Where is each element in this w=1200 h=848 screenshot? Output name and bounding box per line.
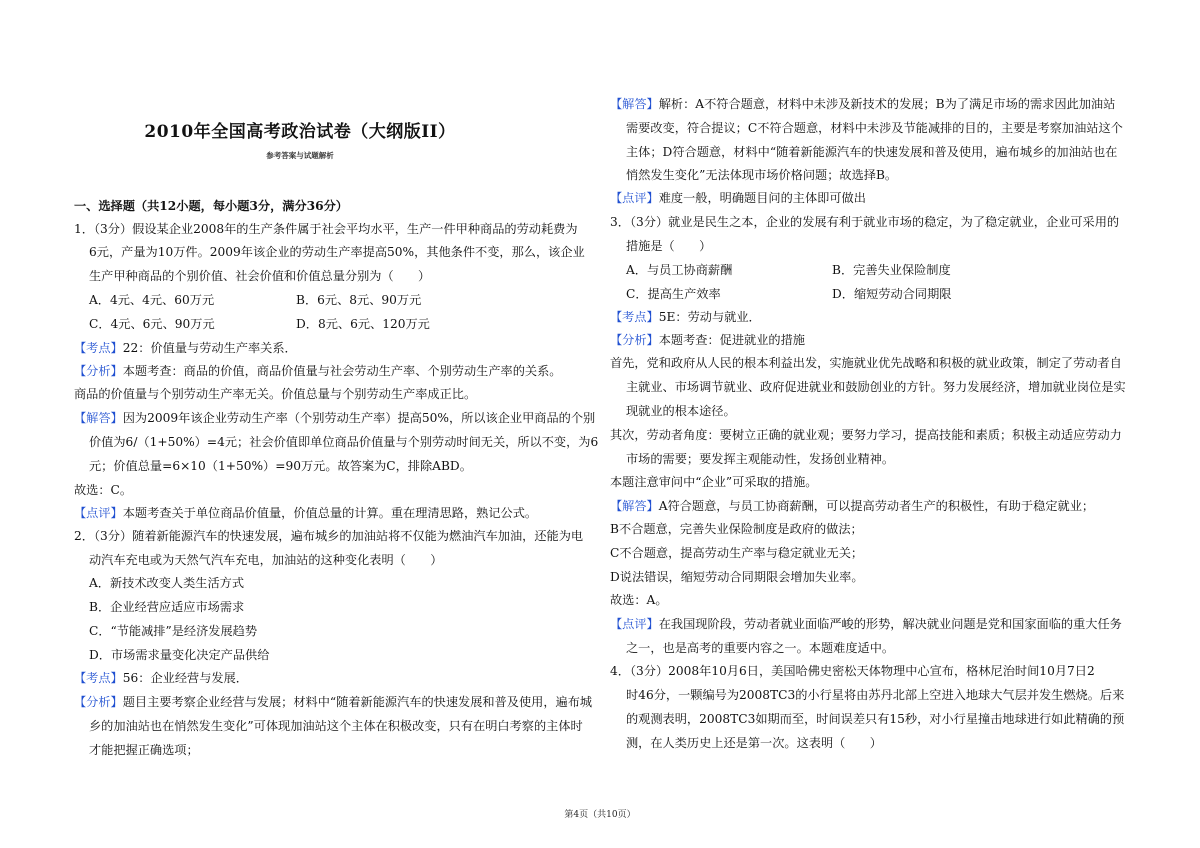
- q3-option-a: A．与员工协商薪酬: [626, 263, 733, 277]
- q2-dianping: [610, 190, 866, 206]
- kaodian-tag: 【考点】: [74, 341, 123, 355]
- fenxi-tag: 【分析】: [74, 364, 123, 378]
- kaodian-text: 56：企业经营与发展．: [122, 671, 248, 685]
- kaodian-tag: 【考点】: [74, 671, 123, 685]
- q1-jieda-line-3: 元；价值总量=6×10（1+50%）=90万元。故答案为C，排除ABD。: [89, 459, 472, 473]
- q1-stem-line-1: 1．（3分）假设某企业2008年的生产条件属于社会平均水平，生产一件甲种商品的劳动耗费为: [74, 222, 578, 236]
- q1-stem-line-3: 生产甲种商品的个别价值、社会价值和价值总量分别为（ ）: [89, 269, 431, 283]
- kaodian-tag: 【考点】: [610, 310, 659, 324]
- q3-para-line-5: 市场的需要；要发挥主观能动性，发扬创业精神。: [626, 452, 895, 466]
- dianping-tag: 【点评】: [610, 191, 659, 205]
- q2-fenxi-line-2: 乡的加油站也在悄然发生变化”可体现加油站这个主体在积极改变，只有在明白考察的主体时: [89, 719, 583, 733]
- q4-stem-line-3: 的观测表明，2008TC3如期而至，时间误差只有15秒，对小行星撞击地球进行如此精确的预: [626, 712, 1125, 726]
- q1-answer: 故选：C。: [74, 483, 133, 497]
- section-heading: 一、选择题（共12小题，每小题3分，满分36分）: [74, 199, 348, 213]
- q3-stem-line-2: 措施是（ ）: [626, 239, 712, 253]
- q3-jieda-line-3: C不合题意，提高劳动生产率与稳定就业无关；: [610, 546, 864, 560]
- q2-kaodian: [74, 670, 248, 686]
- dianping-text: 在我国现阶段，劳动者就业面临严峻的形势，解决就业问题是党和国家面临的重大任务: [658, 617, 1122, 631]
- q2-option-b: B．企业经营应适应市场需求: [89, 600, 245, 614]
- q2-jieda-line-3: 主体；D符合题意，材料中“随着新能源汽车的快速发展和普及使用，遍布城乡的加油站也在: [626, 145, 1118, 159]
- q3-option-c: C．提高生产效率: [626, 287, 721, 301]
- q3-stem-line-1: 3．（3分）就业是民生之本，企业的发展有利于就业市场的稳定，为了稳定就业，企业可采用的: [610, 215, 1120, 229]
- q3-fenxi: [610, 332, 805, 348]
- q2-stem-line-2: 动汽车充电或为天然气汽车充电，加油站的这种变化表明（ ）: [89, 553, 443, 567]
- q3-para-line-1: 首先，党和政府从人民的根本利益出发，实施就业优先战略和积极的就业政策，制定了劳动者自: [610, 356, 1122, 370]
- q2-option-c: C．“节能减排”是经济发展趋势: [89, 624, 258, 638]
- q1-kaodian: [74, 340, 297, 356]
- page-title: 2010年全国高考政治试卷（大纲版II）: [144, 122, 456, 142]
- fenxi-text: 本题考查：促进就业的措施: [658, 333, 805, 347]
- q1-option-d: D．8元、6元、120万元: [296, 317, 430, 331]
- jieda-tag: 【解答】: [610, 97, 659, 111]
- q3-para-line-6: 本题注意审问中“企业”可采取的措施。: [610, 475, 818, 489]
- q3-jieda-line-2: B不合题意，完善失业保险制度是政府的做法；: [610, 522, 863, 536]
- q3-answer: 故选：A。: [610, 593, 668, 607]
- q2-option-a: A．新技术改变人类生活方式: [89, 576, 245, 590]
- q4-stem-line-1: 4．（3分）2008年10月6日，美国哈佛史密松天体物理中心宣布，格林尼治时间10月7日2: [610, 664, 1095, 678]
- jieda-tag: 【解答】: [610, 499, 659, 513]
- q2-stem-line-1: 2．（3分）随着新能源汽车的快速发展，遍布城乡的加油站将不仅能为燃油汽车加油，还能为电: [74, 529, 584, 543]
- fenxi-text: 本题考查：商品的价值，商品价值量与社会劳动生产率、个别劳动生产率的关系。: [122, 364, 562, 378]
- dianping-tag: 【点评】: [610, 617, 659, 631]
- fenxi-tag: 【分析】: [74, 695, 123, 709]
- q3-dianping: [610, 616, 1122, 632]
- q3-jieda-line-4: D说法错误，缩短劳动合同期限会增加失业率。: [610, 570, 864, 584]
- q1-fenxi-line-2: 商品的价值量与个别劳动生产率无关。价值总量与个别劳动生产率成正比。: [74, 387, 477, 401]
- q1-jieda-line-2: 价值为6/（1+50%）=4元；社会价值即单位商品价值量与个别劳动时间无关，所以不变，为6: [89, 435, 599, 449]
- q3-option-d: D．缩短劳动合同期限: [832, 287, 952, 301]
- q3-para-line-3: 现就业的根本途径。: [626, 404, 736, 418]
- jieda-text: 因为2009年该企业劳动生产率（个别劳动生产率）提高50%，所以该企业甲商品的个别: [122, 411, 596, 425]
- q2-jieda: [610, 96, 1115, 112]
- jieda-text: A符合题意，与员工协商薪酬，可以提高劳动者生产的积极性，有助于稳定就业；: [658, 499, 1095, 513]
- q2-fenxi: [74, 694, 592, 710]
- q4-stem-line-2: 时46分，一颗编号为2008TC3的小行星将由苏丹北部上空进入地球大气层并发生燃烧。后来: [626, 688, 1125, 702]
- q3-dianping-line-2: 之一，也是高考的重要内容之一。本题难度适中。: [626, 641, 895, 655]
- q1-dianping: [74, 505, 537, 521]
- q3-para-line-2: 主就业、市场调节就业、政府促进就业和鼓励创业的方针。努力发展经济，增加就业岗位是实: [626, 380, 1126, 394]
- q3-option-b: B．完善失业保险制度: [832, 263, 951, 277]
- q1-jieda: [74, 410, 595, 426]
- q2-fenxi-line-3: 才能把握正确选项；: [89, 743, 199, 757]
- q3-jieda: [610, 498, 1094, 514]
- q1-option-b: B．6元、8元、90万元: [296, 293, 422, 307]
- q1-option-a: A．4元、4元、60万元: [89, 293, 215, 307]
- page-footer: 第4页（共10页）: [564, 810, 636, 820]
- q4-stem-line-4: 测，在人类历史上还是第一次。这表明（ ）: [626, 736, 882, 750]
- q1-fenxi: [74, 363, 562, 379]
- q3-para-line-4: 其次，劳动者角度：要树立正确的就业观；要努力学习，提高技能和素质；积极主动适应劳动力: [610, 428, 1122, 442]
- q1-stem-line-2: 6元，产量为10万件。2009年该企业的劳动生产率提高50%，其他条件不变，那么，该企业: [89, 245, 585, 259]
- q2-jieda-line-4: 悄然发生变化”无法体现市场价格问题；故选择B。: [626, 168, 898, 182]
- kaodian-text: 5E：劳动与就业．: [658, 310, 761, 324]
- fenxi-text: 题目主要考察企业经营与发展；材料中“随着新能源汽车的快速发展和普及使用，遍布城: [122, 695, 593, 709]
- kaodian-text: 22：价值量与劳动生产率关系．: [122, 341, 297, 355]
- q2-jieda-line-2: 需要改变，符合提议；C不符合题意，材料中未涉及节能减排的目的，主要是考察加油站这个: [626, 121, 1123, 135]
- q3-kaodian: [610, 309, 761, 325]
- dianping-text: 难度一般，明确题目问的主体即可做出: [658, 191, 866, 205]
- fenxi-tag: 【分析】: [610, 333, 659, 347]
- q2-option-d: D．市场需求量变化决定产品供给: [89, 648, 270, 662]
- q1-option-c: C．4元、6元、90万元: [89, 317, 215, 331]
- jieda-tag: 【解答】: [74, 411, 123, 425]
- dianping-tag: 【点评】: [74, 506, 123, 520]
- dianping-text: 本题考查关于单位商品价值量，价值总量的计算。重在理清思路，熟记公式。: [122, 506, 538, 520]
- jieda-text: 解析：A不符合题意，材料中未涉及新技术的发展；B为了满足市场的需求因此加油站: [658, 97, 1116, 111]
- page-subtitle: 参考答案与试题解析: [266, 151, 334, 160]
